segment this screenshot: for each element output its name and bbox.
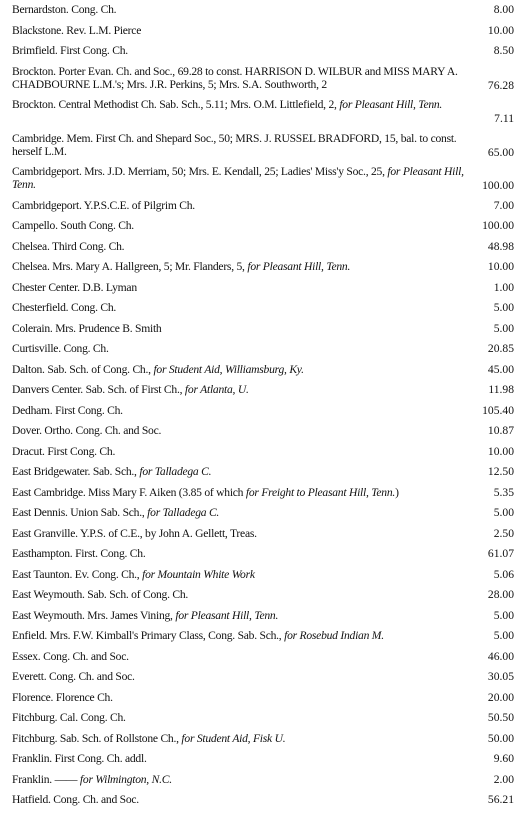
entry-amount: 100.00 [482, 179, 514, 192]
contribution-entry [0, 506, 526, 527]
contribution-entry [0, 527, 526, 548]
entry-text: East Taunton. Ev. Cong. Ch., [12, 567, 143, 581]
entry-description [12, 281, 482, 294]
entry-description [12, 752, 482, 765]
entry-description [12, 568, 482, 581]
contribution-entry [0, 44, 526, 65]
entry-text: Florence. Florence Ch. [12, 690, 113, 704]
contribution-entry [0, 3, 526, 24]
entry-amount: 20.85 [487, 342, 514, 355]
entry-description [12, 383, 482, 396]
entry-amount: 105.40 [482, 403, 514, 417]
contribution-entry [0, 424, 526, 445]
contribution-entry [0, 132, 526, 166]
entry-text: Brimfield. First Cong. Ch. [12, 44, 128, 57]
entry-description [12, 24, 482, 37]
entry-amount: 5.06 [493, 567, 514, 581]
contribution-entry [0, 301, 526, 322]
contribution-entry [0, 445, 526, 466]
entry-description [12, 650, 482, 663]
entry-amount: 9.60 [493, 752, 514, 765]
entry-description [12, 445, 482, 458]
entry-amount: 10.00 [487, 260, 514, 273]
entry-text: East Cambridge. Miss Mary F. Aiken (3.85 of which [12, 485, 246, 499]
entry-designation: for Pleasant Hill, Tenn. [247, 260, 351, 273]
entry-text: Cambridgeport. Mrs. J.D. Merriam, 50; Mrs. E. Kendall, 25; Ladies' Miss'y Soc., 25, [12, 165, 388, 178]
entry-text: Chesterfield. Cong. Ch. [12, 301, 117, 314]
entry-text: Dover. Ortho. Cong. Ch. and Soc. [12, 424, 162, 437]
contribution-entry [0, 219, 526, 240]
entry-description [12, 486, 482, 499]
entry-description [12, 3, 482, 16]
contribution-entry [0, 629, 526, 650]
entry-description [12, 527, 482, 540]
entry-amount: 11.98 [488, 383, 514, 396]
entry-designation: for Mountain White Work [142, 567, 255, 581]
entry-description [12, 363, 482, 376]
entry-designation: for Freight to Pleasant Hill, Tenn. [245, 485, 396, 499]
entry-text: Dalton. Sab. Sch. of Cong. Ch., [12, 362, 154, 376]
entry-description [12, 342, 482, 355]
entry-description [12, 793, 482, 806]
entry-description [12, 165, 482, 191]
entry-text: Essex. Cong. Ch. and Soc. [12, 649, 129, 663]
entry-designation: for Atlanta, U. [184, 383, 249, 396]
entry-amount: 50.00 [487, 731, 514, 745]
entry-text: East Dennis. Union Sab. Sch., [12, 506, 148, 519]
entry-description [12, 404, 482, 417]
contribution-entry [0, 342, 526, 363]
entry-amount: 10.00 [487, 444, 514, 458]
entry-amount: 5.00 [493, 321, 514, 335]
contribution-entry [0, 486, 526, 507]
entry-amount: 50.50 [487, 711, 514, 724]
contribution-entry [0, 568, 526, 589]
entry-description [12, 506, 482, 519]
entry-description [12, 260, 482, 273]
contribution-entry [0, 383, 526, 404]
entry-amount: 65.00 [487, 145, 514, 159]
contribution-entry [0, 609, 526, 630]
entry-amount: 5.00 [493, 301, 514, 314]
entry-text: Brockton. Porter Evan. Ch. and Soc., 69.28 to const. HARRISON D. WILBUR and MISS MARY A. CHADBOURNE L.M.'s; Mrs. J.R. Perkins, 5; Mrs. S.A. Southworth, 2 [12, 64, 458, 91]
entry-text: Danvers Center. Sab. Sch. of First Ch., [12, 383, 185, 396]
entry-text: Colerain. Mrs. Prudence B. Smith [12, 321, 162, 335]
entry-description [12, 65, 482, 91]
entry-amount: 12.50 [487, 465, 514, 478]
entry-designation: for Student Aid, Fisk U. [181, 731, 286, 745]
entry-description [12, 240, 482, 253]
entry-text: Hatfield. Cong. Ch. and Soc. [12, 793, 139, 806]
contribution-entry [0, 260, 526, 281]
entry-amount: 1.00 [493, 280, 514, 294]
entry-description [12, 773, 482, 786]
contribution-entry [0, 240, 526, 261]
entry-description [12, 44, 482, 57]
contribution-entry [0, 670, 526, 691]
entry-text: Franklin. First Cong. Ch. addl. [12, 752, 147, 765]
contribution-entry [0, 588, 526, 609]
entry-amount: 10.87 [487, 424, 514, 437]
contribution-entry [0, 24, 526, 45]
entry-amount: 2.50 [493, 526, 514, 540]
entry-amount: 2.00 [493, 772, 514, 786]
entry-amount: 7.00 [493, 198, 514, 212]
entry-amount: 5.00 [493, 506, 514, 519]
entry-text: Chester Center. D.B. Lyman [12, 280, 137, 294]
entry-amount: 76.28 [487, 78, 514, 92]
entry-description [12, 670, 482, 683]
contribution-entry [0, 199, 526, 220]
entry-description [12, 547, 482, 560]
entry-text: Cambridge. Mem. First Ch. and Shepard Soc., 50; MRS. J. RUSSEL BRADFORD, 15, bal. to const. herself L.M. [12, 131, 457, 158]
entry-text: Dedham. First Cong. Ch. [12, 403, 123, 417]
entry-description [12, 629, 482, 642]
entry-designation: for Wilmington, N.C. [79, 772, 172, 786]
entry-description [12, 424, 482, 437]
contribution-entry [0, 98, 526, 132]
entry-description [12, 711, 482, 724]
contribution-entry [0, 165, 526, 199]
entry-text: Fitchburg. Sab. Sch. of Rollstone Ch., [12, 731, 182, 745]
entry-text: Dracut. First Cong. Ch. [12, 444, 116, 458]
contribution-entry [0, 363, 526, 384]
entry-description [12, 301, 482, 314]
contribution-entry [0, 322, 526, 343]
entry-description [12, 609, 482, 622]
contribution-entry [0, 711, 526, 732]
entry-text: Cambridgeport. Y.P.S.C.E. of Pilgrim Ch. [12, 198, 195, 212]
entry-description [12, 732, 482, 745]
entry-text: Blackstone. Rev. L.M. Pierce [12, 23, 142, 37]
contribution-entry [0, 732, 526, 753]
entry-description [12, 465, 482, 478]
entry-designation: for Pleasant Hill, Tenn. [12, 165, 464, 191]
entry-text: Chelsea. Mrs. Mary A. Hallgreen, 5; Mr. Flanders, 5, [12, 260, 248, 273]
entry-text: Enfield. Mrs. F.W. Kimball's Primary Class, Cong. Sab. Sch., [12, 629, 285, 642]
entry-text: Fitchburg. Cal. Cong. Ch. [12, 711, 126, 724]
entry-designation: for Talladega C. [147, 506, 220, 519]
entry-amount: 30.05 [487, 670, 514, 683]
contribution-entry [0, 773, 526, 794]
entry-text: Bernardston. Cong. Ch. [12, 3, 117, 16]
contribution-entry [0, 404, 526, 425]
entry-description [12, 98, 482, 111]
entry-amount: 7.11 [494, 112, 514, 125]
entry-amount: 8.00 [493, 3, 514, 16]
contribution-entry [0, 691, 526, 712]
entry-designation: for Pleasant Hill, Tenn. [175, 608, 279, 622]
entry-amount: 5.00 [493, 629, 514, 642]
entry-description [12, 132, 482, 158]
entry-text: Easthampton. First. Cong. Ch. [12, 547, 146, 560]
entry-amount: 20.00 [487, 690, 514, 704]
entry-text: Chelsea. Third Cong. Ch. [12, 239, 125, 253]
entry-description [12, 691, 482, 704]
entry-description [12, 322, 482, 335]
entry-amount: 5.00 [493, 608, 514, 622]
contribution-entry [0, 650, 526, 671]
entry-text: East Granville. Y.P.S. of C.E., by John A. Gellett, Treas. [12, 526, 257, 540]
entry-designation: for Student Aid, Williamsburg, Ky. [153, 362, 304, 376]
entry-text: East Weymouth. Sab. Sch. of Cong. Ch. [12, 588, 189, 601]
entry-text: Franklin. —— [12, 772, 80, 786]
entry-amount: 28.00 [487, 588, 514, 601]
contribution-entry [0, 752, 526, 773]
entry-text: East Bridgewater. Sab. Sch., [12, 465, 140, 478]
entry-tail: ) [395, 485, 399, 499]
entry-text: Campello. South Cong. Ch. [12, 219, 134, 232]
contribution-entry [0, 281, 526, 302]
entry-amount: 10.00 [487, 23, 514, 37]
entry-text: East Weymouth. Mrs. James Vining, [12, 608, 176, 622]
entry-amount: 56.21 [487, 793, 514, 806]
entry-amount: 45.00 [487, 362, 514, 376]
entry-description [12, 588, 482, 601]
entry-amount: 46.00 [487, 649, 514, 663]
entry-designation: for Rosebud Indian M. [284, 629, 384, 642]
contribution-entry [0, 465, 526, 486]
entry-amount: 100.00 [482, 219, 514, 232]
contribution-entry [0, 547, 526, 568]
contribution-entry [0, 793, 526, 814]
entry-description [12, 219, 482, 232]
entry-amount: 61.07 [487, 547, 514, 560]
entry-description [12, 199, 482, 212]
entry-designation: for Talladega C. [139, 465, 212, 478]
entry-text: Everett. Cong. Ch. and Soc. [12, 670, 135, 683]
entry-text: Curtisville. Cong. Ch. [12, 342, 109, 355]
entry-amount: 48.98 [487, 239, 514, 253]
contribution-entry [0, 65, 526, 99]
entry-text: Brockton. Central Methodist Ch. Sab. Sch., 5.11; Mrs. O.M. Littlefield, 2, [12, 98, 340, 111]
entry-designation: for Pleasant Hill, Tenn. [339, 98, 443, 111]
entry-amount: 5.35 [493, 485, 514, 499]
entry-amount: 8.50 [493, 44, 514, 57]
